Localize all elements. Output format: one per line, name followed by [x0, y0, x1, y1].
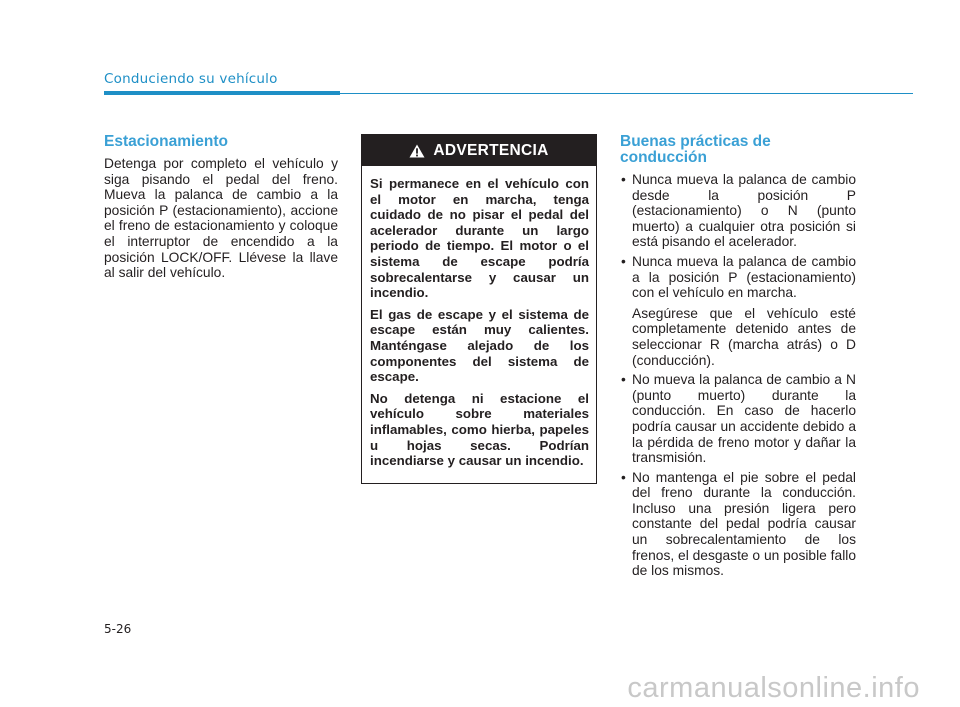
list-item-text: Nunca mueva la palanca de cambio a la posición P (estacionamiento) con el vehículo en marcha. [632, 253, 856, 301]
list-item [620, 372, 856, 466]
list-item [620, 172, 856, 250]
header-rule-thick [104, 91, 340, 95]
warning-title: ADVERTENCIA [433, 141, 549, 159]
header-rule-thin [340, 93, 913, 94]
page-number: 5-26 [104, 622, 132, 636]
warning-body [370, 176, 589, 475]
driving-practices-heading: Buenas prácticas de conducción [620, 133, 771, 166]
warning-triangle-icon [409, 144, 425, 158]
driving-practices-section [620, 134, 856, 583]
watermark: carmanualsonline.info [627, 672, 920, 704]
section-title: Conduciendo su vehículo [104, 71, 278, 87]
list-item [620, 470, 856, 579]
parking-text: Detenga por completo el vehículo y siga pisando el pedal del freno. Mueva la palanca de cambio a la posición P (estacionamiento), accione el freno de estacionamiento y coloque el interruptor de encendido a la posición LOCK/OFF. Llévese la llave al salir del vehículo. [104, 156, 338, 281]
parking-heading: Estacionamiento [104, 133, 229, 150]
driving-practices-list [620, 172, 856, 579]
bullet-icon: • [621, 172, 626, 187]
list-item-text: No mantenga el pie sobre el pedal del freno durante la conducción. Incluso una presión ligera pero constante del pedal podría causar un sobrecalentamiento de los frenos, el desgaste o un posible fallo de los mismos. [632, 469, 856, 579]
list-item-text: No mueva la palanca de cambio a N (punto muerto) durante la conducción. En caso de hacerlo podría causar un accidente debido a la pérdida de freno motor y dañar la transmisión. [632, 372, 856, 466]
bullet-icon: • [621, 253, 626, 269]
bullet-icon: • [621, 372, 626, 388]
warning-paragraph: Si permanece en el vehículo con el motor en marcha, tenga cuidado de no pisar el pedal del acelerador durante un largo periodo de tiempo. El motor o el sistema de escape podría sobrecalentarse y causar un incendio. [370, 176, 589, 301]
warning-paragraph: No detenga ni estacione el vehículo sobre materiales inflamables, como hierba, papeles u hojas secas. Podrían incendiarse y causar un incendio. [370, 390, 589, 469]
list-item-text: Nunca mueva la palanca de cambio desde la posición P (estacionamiento) o N (punto muerto) a cualquier otra posición si está pisando el acelerador. [632, 172, 856, 250]
warning-header [362, 135, 596, 166]
list-item-note: Asegúrese que el vehículo esté completamente detenido antes de seleccionar R (marcha atrás) o D (conducción). [632, 305, 856, 368]
parking-section [104, 134, 338, 281]
warning-box [361, 134, 597, 484]
bullet-icon: • [621, 469, 626, 485]
warning-paragraph: El gas de escape y el sistema de escape están muy calientes. Manténgase alejado de los componentes del sistema de escape. [370, 306, 589, 385]
list-item [620, 254, 856, 368]
